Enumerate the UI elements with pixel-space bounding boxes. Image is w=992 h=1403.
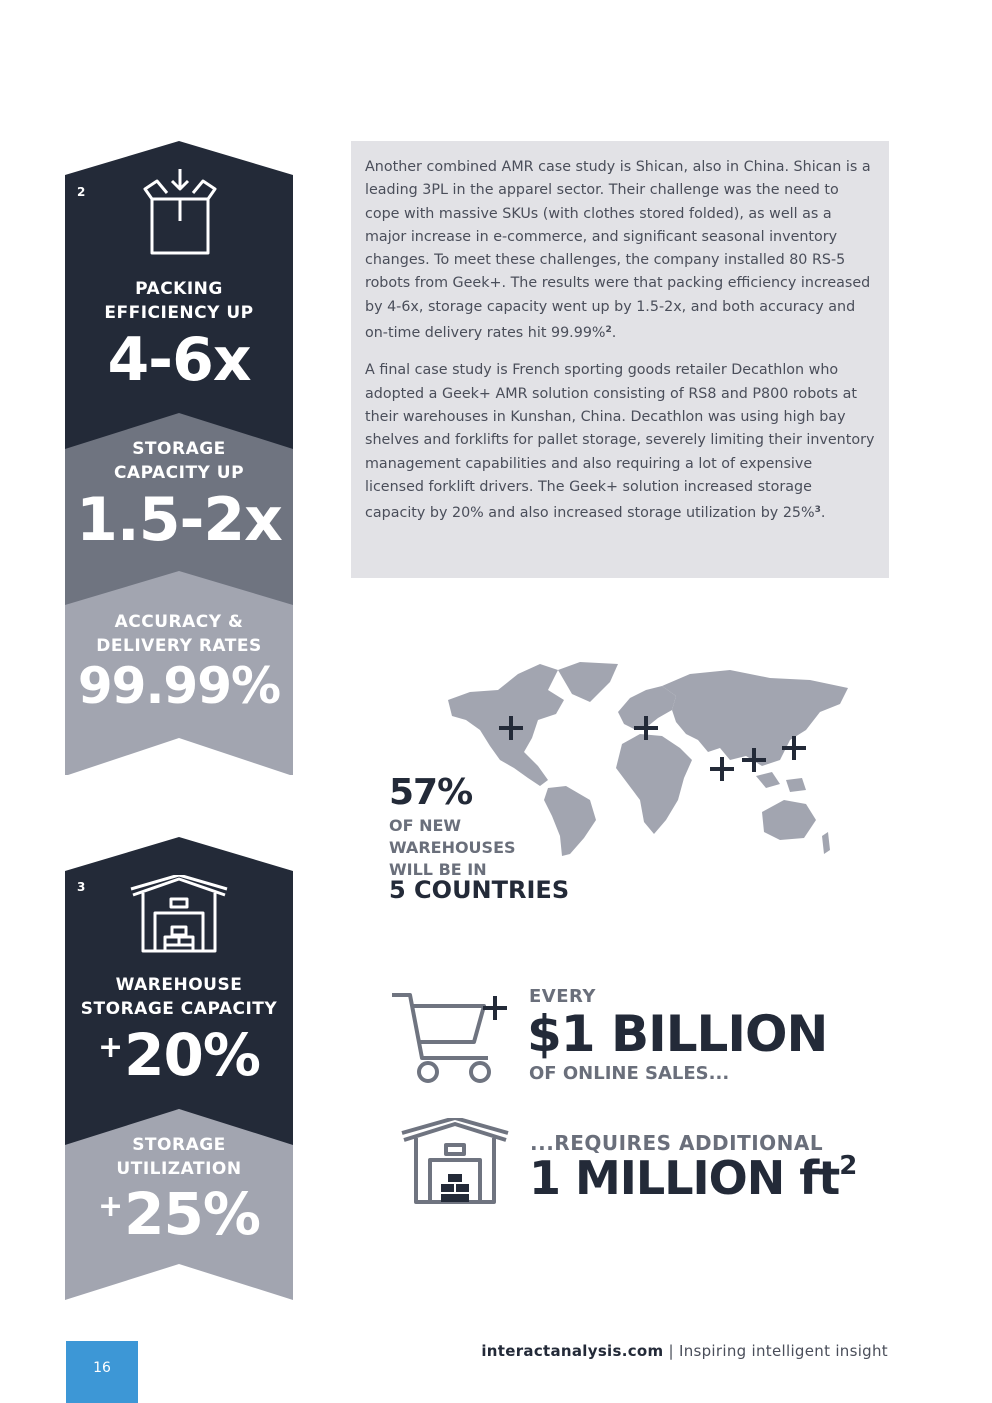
footer-text — [481, 1342, 888, 1360]
warehouse-share-percent: 57% — [389, 772, 473, 813]
open-box-icon — [143, 169, 217, 257]
footer-separator: | — [663, 1342, 679, 1360]
stats-banner-1 — [65, 141, 293, 775]
warehouse-icon — [129, 875, 229, 955]
countries-highlight: 5 COUNTRIES — [389, 876, 570, 904]
warehouse-gray-icon — [400, 1118, 510, 1208]
storage-capacity-value: 1.5-2x — [76, 485, 282, 555]
stats-banner-2 — [65, 837, 293, 1301]
footer-tagline: Inspiring intelligent insight — [678, 1342, 888, 1360]
million-sqft: 1 MILLION $ft^2$ — [529, 1151, 857, 1205]
page-number: 16 — [93, 1360, 111, 1376]
case-study-textbox — [351, 141, 889, 578]
requires-label: ...REQUIRES ADDITIONAL — [530, 1131, 824, 1155]
storage-utilization-value: +25% — [98, 1180, 260, 1248]
shican-paragraph: Another combined AMR case study is Shican, also in China. Shican is a leading 3PL in the apparel sector. Their challenge was the need to cope with massive SKUs (with clothes stored folded), as well as a major increase in e-commerce, and significant seasonal inventory changes. To meet these challenges, the company installed 80 RS-5 robots from Geek+. The results were that packing efficiency increased by 4-6x, storage capacity went up by 1.5-2x, and both accuracy and on-time delivery rates hit 99.99%$^2$. — [365, 159, 871, 342]
storage-capacity-label: STORAGE CAPACITY UP — [113, 439, 245, 483]
warehouse-storage-capacity-value: +20% — [98, 1021, 260, 1089]
packing-efficiency-label: PACKING EFFICIENCY UP — [104, 279, 254, 323]
every-label: EVERY — [529, 986, 596, 1007]
footer-site[interactable]: interactanalysis.com — [481, 1342, 664, 1360]
online-sales-label: OF ONLINE SALES... — [529, 1063, 730, 1084]
storage-utilization-label: STORAGE UTILIZATION — [116, 1135, 242, 1179]
packing-efficiency-value: 4-6x — [107, 325, 251, 395]
warehouse-share-description: OF NEW WAREHOUSES WILL BE IN — [389, 816, 516, 879]
decathlon-paragraph: A final case study is French sporting goods retailer Decathlon who adopted a Geek+ AMR solution consisting of RS8 and P800 robots at their warehouses in Kunshan, China. Decathlon was using high bay shelves and forklifts for pallet storage, severely limiting their inventory management capabilities and also requiring a lot of expensive licensed forklift drivers. The Geek+ solution increased storage capacity by 20% and also increased storage utilization by 25%$^3$. — [365, 362, 875, 522]
accuracy-delivery-value: 99.99% — [77, 657, 281, 715]
accuracy-delivery-label: ACCURACY & DELIVERY RATES — [96, 612, 262, 656]
warehouse-storage-capacity-label: WAREHOUSE STORAGE CAPACITY — [80, 975, 278, 1019]
banner-2-number: 3 — [77, 880, 86, 894]
banner-1-number: 2 — [77, 185, 86, 199]
shopping-cart-icon — [392, 990, 512, 1086]
billion-amount: $1 BILLION — [527, 1005, 828, 1063]
page-number-badge — [66, 1341, 138, 1403]
